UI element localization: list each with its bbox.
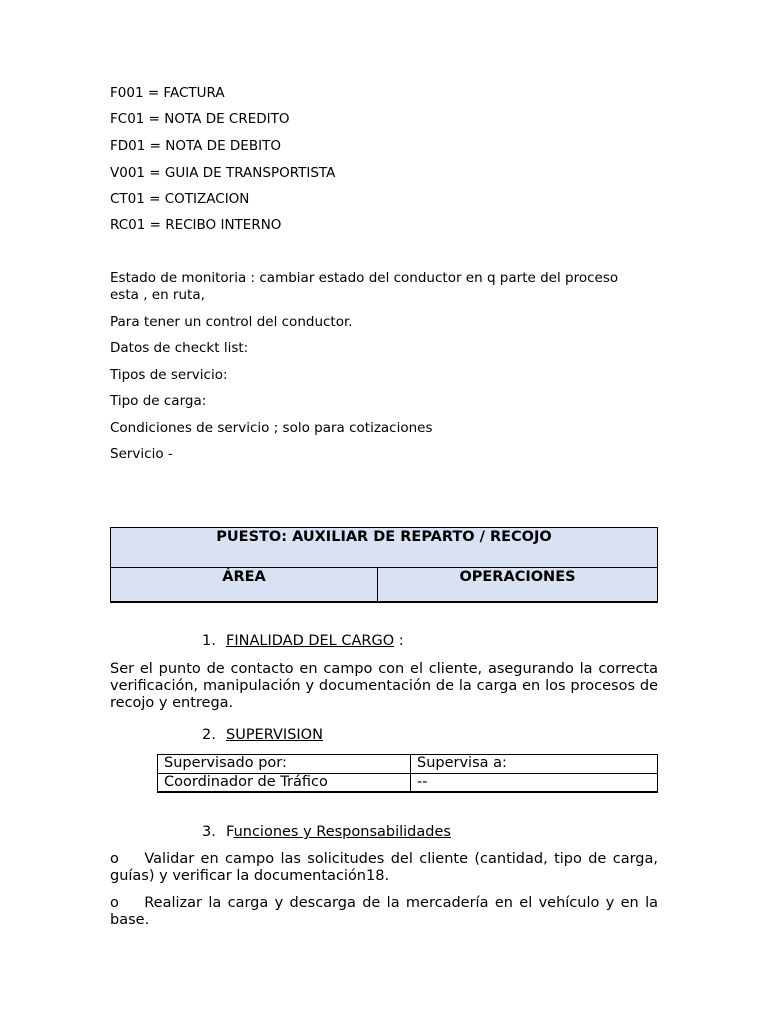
responsibility-item-1: o Validar en campo las solicitudes del cliente (cantidad, tipo de carga, guías) y verificar la documentación18. xyxy=(110,851,658,884)
section-3-heading xyxy=(202,824,451,841)
code-guia-transportista: V001 = GUIA DE TRANSPORTISTA xyxy=(110,165,336,181)
supervision-table xyxy=(157,754,658,793)
note-checklist: Datos de checkt list: xyxy=(110,340,249,356)
section-2-title: SUPERVISION xyxy=(226,727,323,743)
note-conditions: Condiciones de servicio ; solo para cotizaciones xyxy=(110,420,433,436)
section-3-title-first: F xyxy=(226,824,234,840)
section-3-number: 3. xyxy=(202,824,216,840)
note-service-types: Tipos de servicio: xyxy=(110,367,228,383)
section-1-heading xyxy=(202,633,404,650)
responsibility-item-2: o Realizar la carga y descarga de la mercadería en el vehículo y en la base. xyxy=(110,895,658,928)
supervised-by-label: Supervisado por: xyxy=(158,755,411,774)
section-1-body: Ser el punto de contacto en campo con el cliente, asegurando la correcta verificación, manipulación y documentación de la carga en los procesos de recojo y entrega. xyxy=(110,661,658,711)
job-position-table xyxy=(110,527,658,603)
note-cargo-type: Tipo de carga: xyxy=(110,393,207,409)
note-monitoring: Estado de monitoria : cambiar estado del conductor en q parte del proceso esta , en ruta, xyxy=(110,270,619,303)
supervises-value: -- xyxy=(417,774,428,790)
supervises-label: Supervisa a: xyxy=(411,755,657,774)
section-1-suffix: : xyxy=(394,633,404,649)
area-value: OPERACIONES xyxy=(459,569,576,585)
code-nota-debito: FD01 = NOTA DE DEBITO xyxy=(110,138,281,154)
job-title: PUESTO: AUXILIAR DE REPARTO / RECOJO xyxy=(111,528,657,568)
supervised-by-value: Coordinador de Tráfico xyxy=(158,774,411,792)
note-control: Para tener un control del conductor. xyxy=(110,314,353,330)
area-label: ÁREA xyxy=(111,568,378,601)
section-1-number: 1. xyxy=(202,633,216,649)
section-2-heading xyxy=(202,727,323,744)
code-recibo-interno: RC01 = RECIBO INTERNO xyxy=(110,217,282,233)
code-nota-credito: FC01 = NOTA DE CREDITO xyxy=(110,111,290,127)
code-cotizacion: CT01 = COTIZACION xyxy=(110,191,250,207)
section-1-title: FINALIDAD DEL CARGO xyxy=(226,633,395,649)
section-3-title-rest: unciones y Responsabilidades xyxy=(233,824,451,840)
code-factura: F001 = FACTURA xyxy=(110,85,225,101)
note-service: Servicio - xyxy=(110,446,173,462)
section-2-number: 2. xyxy=(202,727,216,743)
